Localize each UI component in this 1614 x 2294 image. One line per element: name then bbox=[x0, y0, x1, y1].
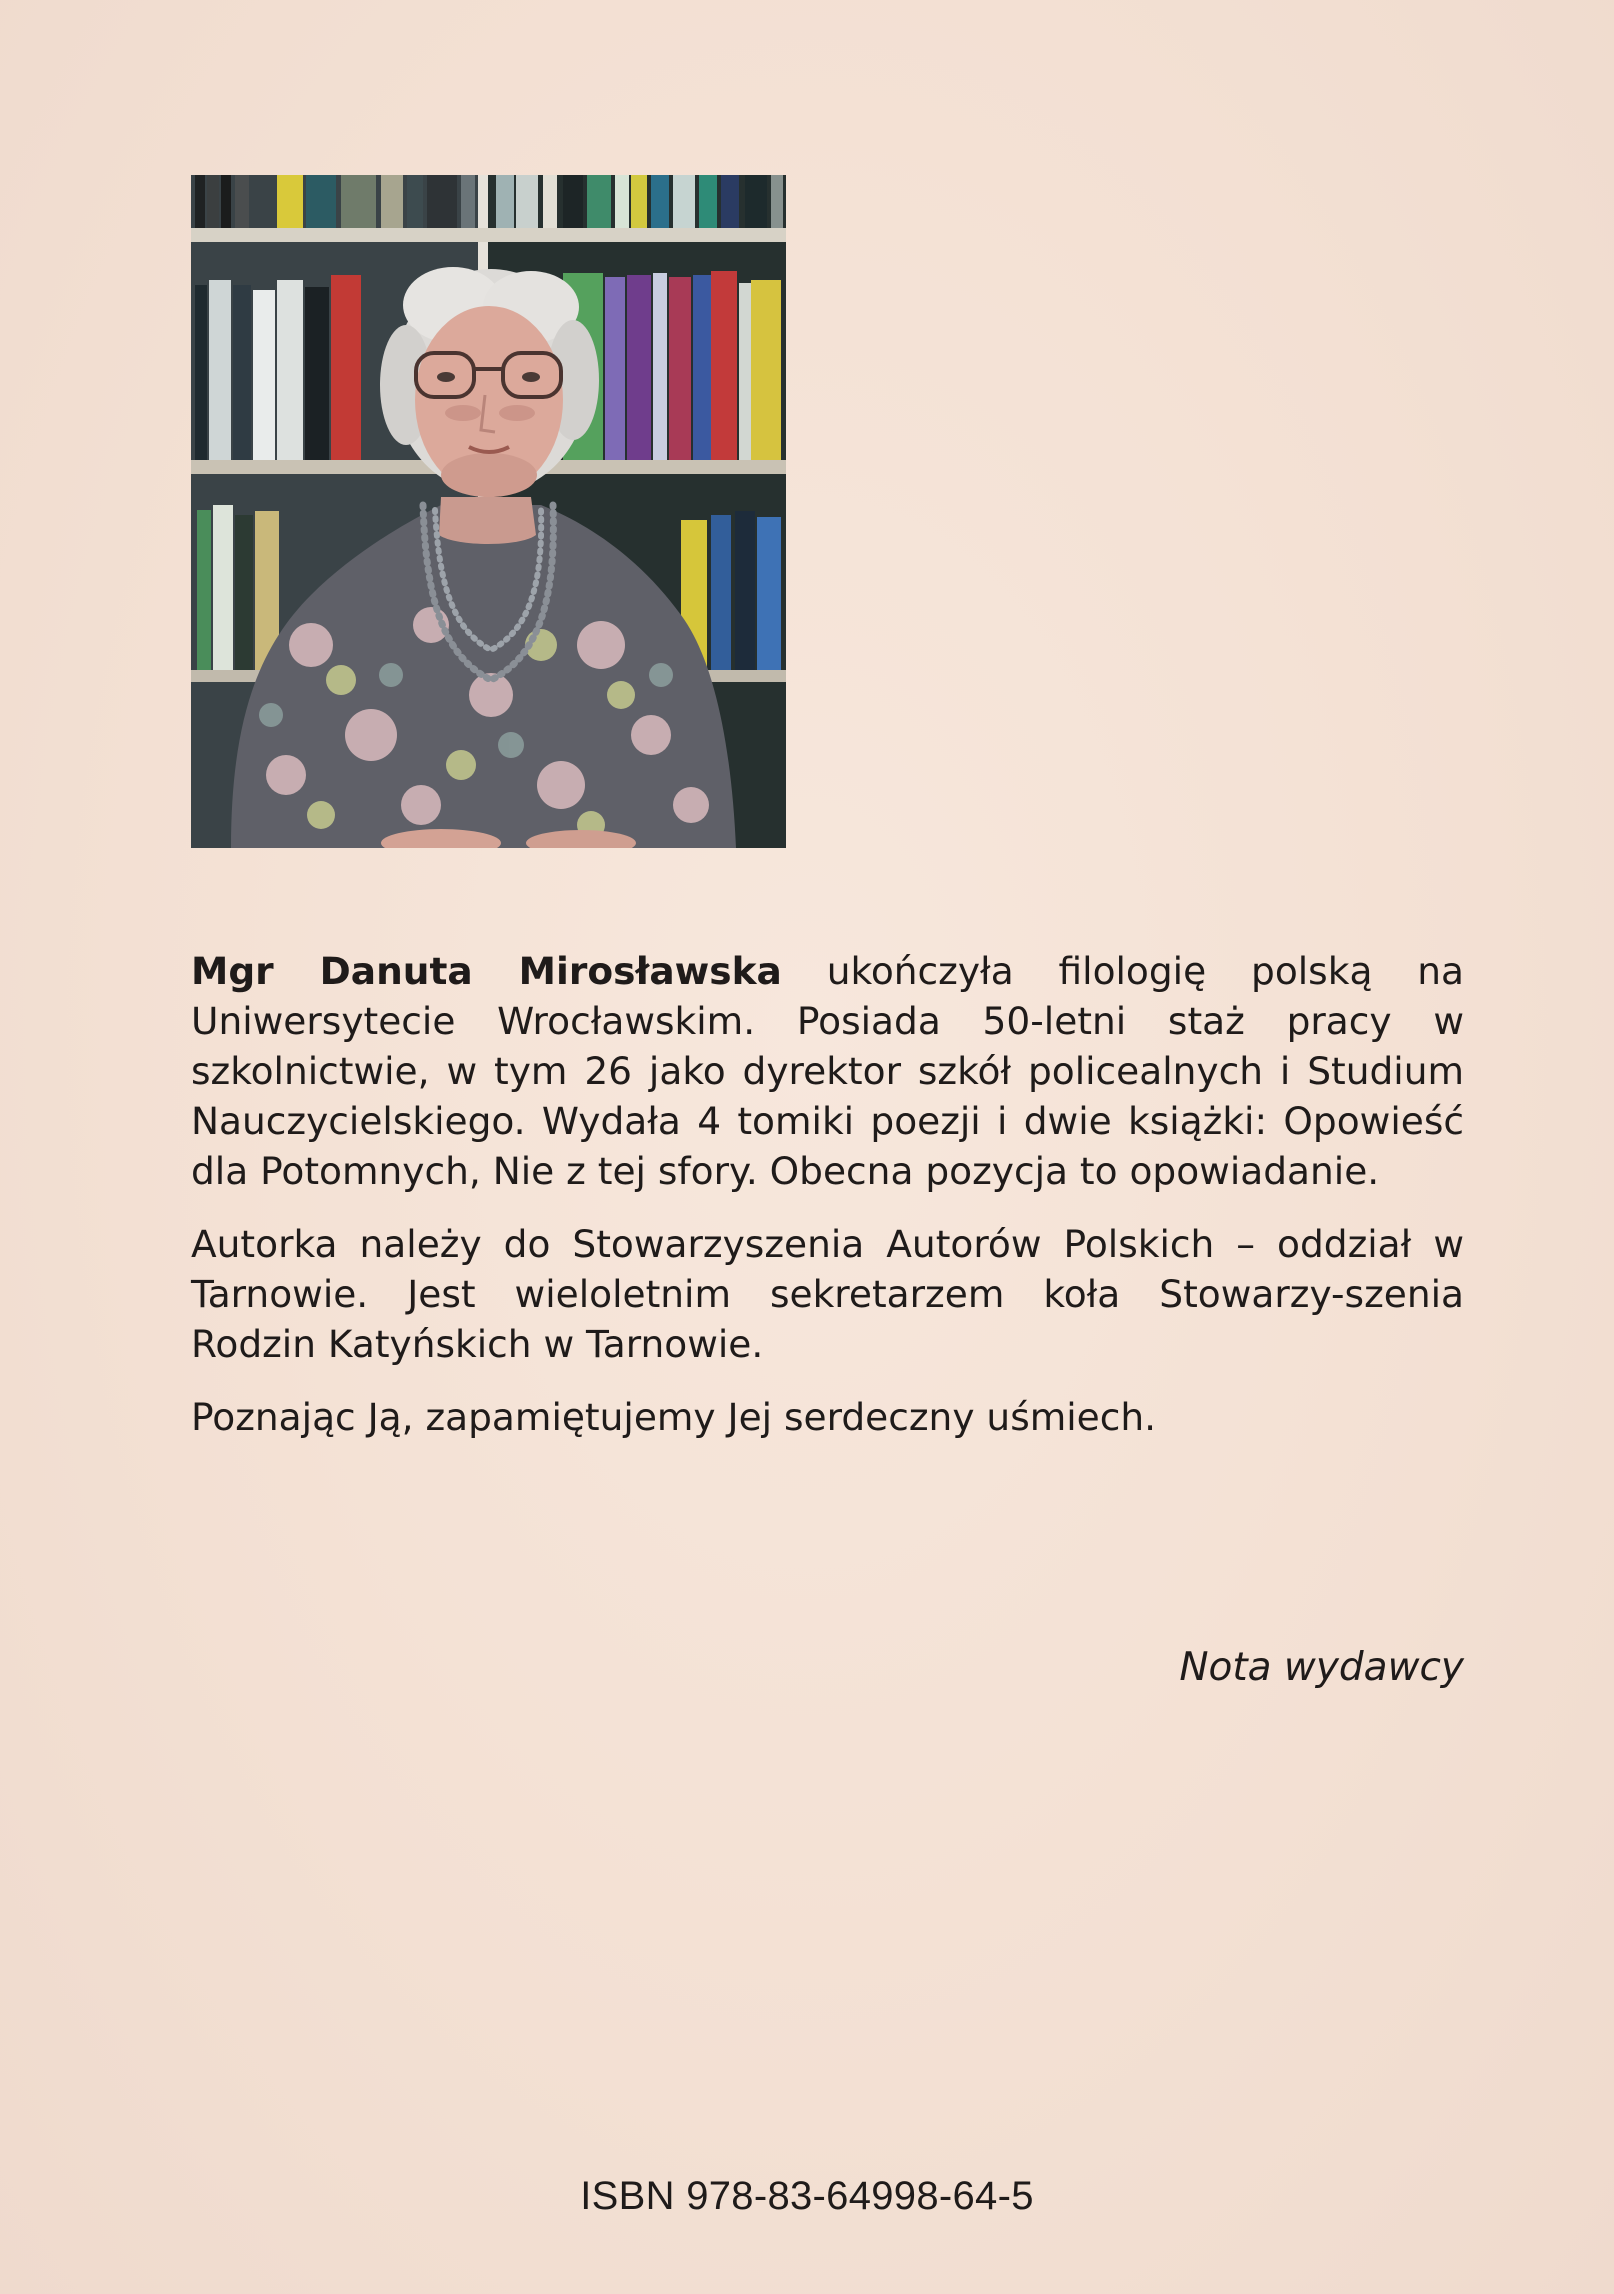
author-bio bbox=[191, 946, 1464, 1465]
publisher-note-signature: Nota wydawcy bbox=[1179, 1645, 1464, 1690]
author-name: Mgr Danuta Mirosławska bbox=[191, 949, 782, 993]
bio-paragraph-1-text: ukończyła filologię polską na Uniwersytecie Wrocławskim. Posiada 50-letni staż pracy w szkolnictwie, w tym 26 jako dyrektor szkół policealnych i Studium Nauczycielskiego. Wydała 4 tomiki poezji i dwie książki: Opowieść dla Potomnych, Nie z tej sfory. Obecna pozycja to opowiadanie. bbox=[191, 949, 1465, 1193]
bio-paragraph-1 bbox=[191, 946, 1464, 1196]
author-photo bbox=[191, 175, 786, 848]
author-portrait-icon bbox=[191, 175, 786, 848]
isbn-number: ISBN 978-83-64998-64-5 bbox=[580, 2174, 1034, 2218]
bio-paragraph-2: Autorka należy do Stowarzyszenia Autorów Polskich – oddział w Tarnowie. Jest wieloletnim sekretarzem koła Stowarzy-szenia Rodzin Katyńskich w Tarnowie. bbox=[191, 1222, 1464, 1366]
bio-paragraph-3: Poznając Ją, zapamiętujemy Jej serdeczny uśmiech. bbox=[191, 1395, 1157, 1439]
